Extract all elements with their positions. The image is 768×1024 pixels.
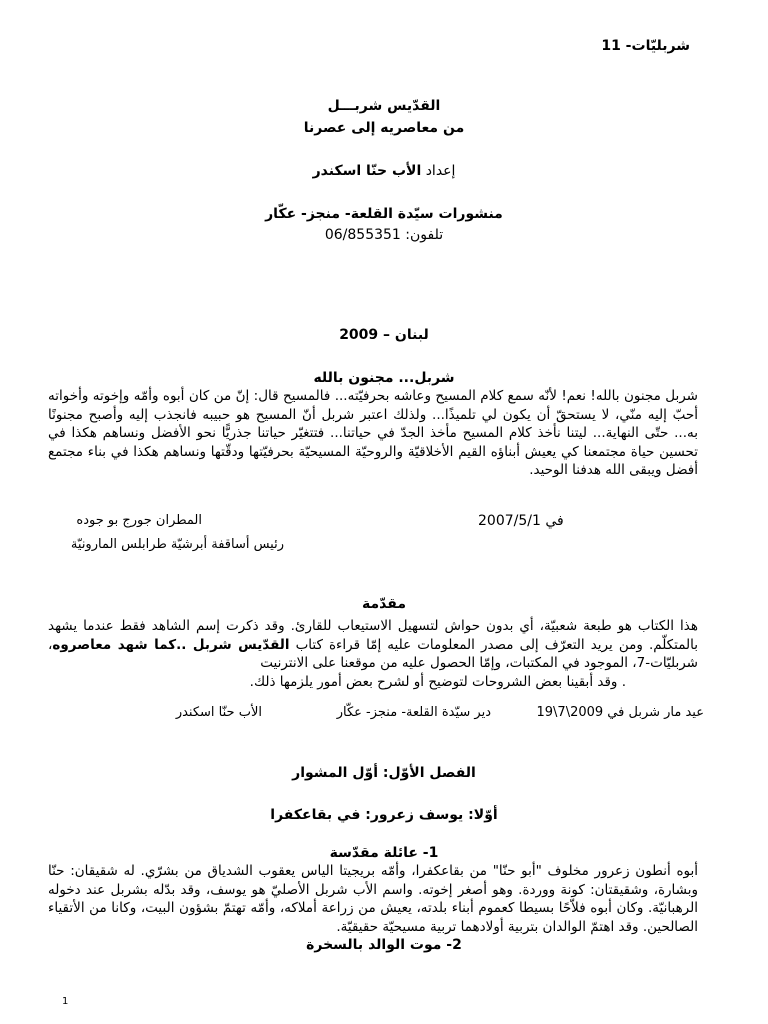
preface-text: شربل مجنون بالله! نعم! لأنّه سمع كلام المسيح وعاشه بحرفيّته... فالمسيح قال: إنّ من كان أبوه وأمّه وإخوته وأخواته أحبّ إليه منّي، لا يستحقّ أن يكون لي تلميذًا... ولذلك اعتبر شربل أنّ المسيح هو حبيبه فانجذب إليه وأصبح مجنونًا به... حتّى النهاية... ليتنا نأخذ كلام المسيح مأخذ الجدّ في حياتنا... فتتغيّر حياتنا جذريًّا نحو الأفضل ونساهم هكذا في تحسين حياة مجتمعنا كي يعيش أبناؤه القيم الأخلاقيّة والروحيّة المسيحيّة بحرفيّتها ودقّتها ونساهم هكذا في بناء مجتمع أفضل ويبقى الله هدفنا الوحيد. — [48, 388, 698, 478]
series-header: شربليّات- 11 — [601, 38, 690, 54]
introduction-footer-place: دير سيّدة القلعة- منجز- عكّار — [336, 705, 491, 720]
introduction-footer-author: الأب حنّا اسكندر — [175, 705, 262, 720]
book-title: القدّيس شربـــل — [327, 98, 441, 114]
signer-name: المطران جورج بو جوده — [76, 513, 202, 528]
subsection-heading-1: 1- عائلة مقدّسة — [329, 845, 439, 861]
introduction-text-2: ، شربليّات-7، الموجود في المكتبات، وإمّا الحصول عليه من موقعنا على الانترنيت — [48, 636, 698, 671]
preface-date: في 2007/5/1 — [478, 513, 564, 529]
preface-paragraph — [48, 387, 698, 480]
introduction-footer-date: عيد مار شربل في 2009\7\19 — [536, 705, 704, 720]
author-line — [0, 163, 768, 179]
book-subtitle: من معاصريه إلى عصرنا — [303, 120, 465, 136]
subsection-heading-2: 2- موت الوالد بالسخرة — [306, 937, 462, 953]
author-name: الأب حنّا اسكندر — [312, 163, 422, 179]
page-number: 1 — [62, 996, 69, 1007]
introduction-paragraph — [48, 617, 698, 691]
referenced-book-title: القدّيس شربل ..كما شهد معاصروه — [52, 636, 290, 653]
publisher: منشورات سيّدة القلعة- منجز- عكّار — [265, 206, 503, 222]
place-year: لبنان – 2009 — [339, 327, 429, 343]
introduction-heading: مقدّمة — [362, 596, 406, 612]
preface-heading: شربل... مجنون بالله — [313, 370, 455, 386]
subsection-text-1: أبوه أنطون زعرور مخلوف "أبو حنّا" من بقاعكفرا، وأمّه بريجيتا الياس يعقوب الشدياق من بشرّي. له شقيقان: حنّا وبشارة، وشقيقتان: كونة ووردة. وهو أصغر إخوته. واسم الأب شربل الأصليّ هو يوسف، وقد بدّله بشربل عند دخوله الرهبانيّة. وكان أبوه فلاّحًا بسيطا كعموم أبناء بلدته، يعيش من زراعة أملاكه، وأمّه تهتمّ بشؤون البيت، وكانا من الأتقياء الصالحين. وقد اهتمّ الوالدان بتربية أولادهما تربية مسيحيّة حقيقيّة. — [48, 863, 698, 935]
subsection-paragraph-1 — [48, 862, 698, 936]
introduction-body — [48, 617, 698, 673]
introduction-text-1: هذا الكتاب هو طبعة شعبيّة، أي بدون حواش لتسهيل الاستيعاب للقارئ. وقد ذكرت إسم الشاهد فقط عندما يشهد بالمتكلّم. ومن يريد التعرّف إلى مصدر المعلومات عليه إمّا قراءة كتاب — [48, 618, 699, 653]
chapter-title: الفصل الأوّل: أوّل المشوار — [292, 765, 476, 781]
phone-number: تلفون: 06/855351 — [324, 227, 444, 243]
author-prefix: إعداد — [421, 163, 456, 179]
introduction-note: . وقد أبقينا بعض الشروحات لتوضيح أو لشرح بعض أمور يلزمها ذلك. — [249, 673, 626, 690]
section-title: أوّلا: يوسف زعرور: في بقاعكفرا — [270, 807, 498, 823]
signer-title: رئيس أساقفة أبرشيّة طرابلس المارونيّة — [70, 537, 284, 552]
